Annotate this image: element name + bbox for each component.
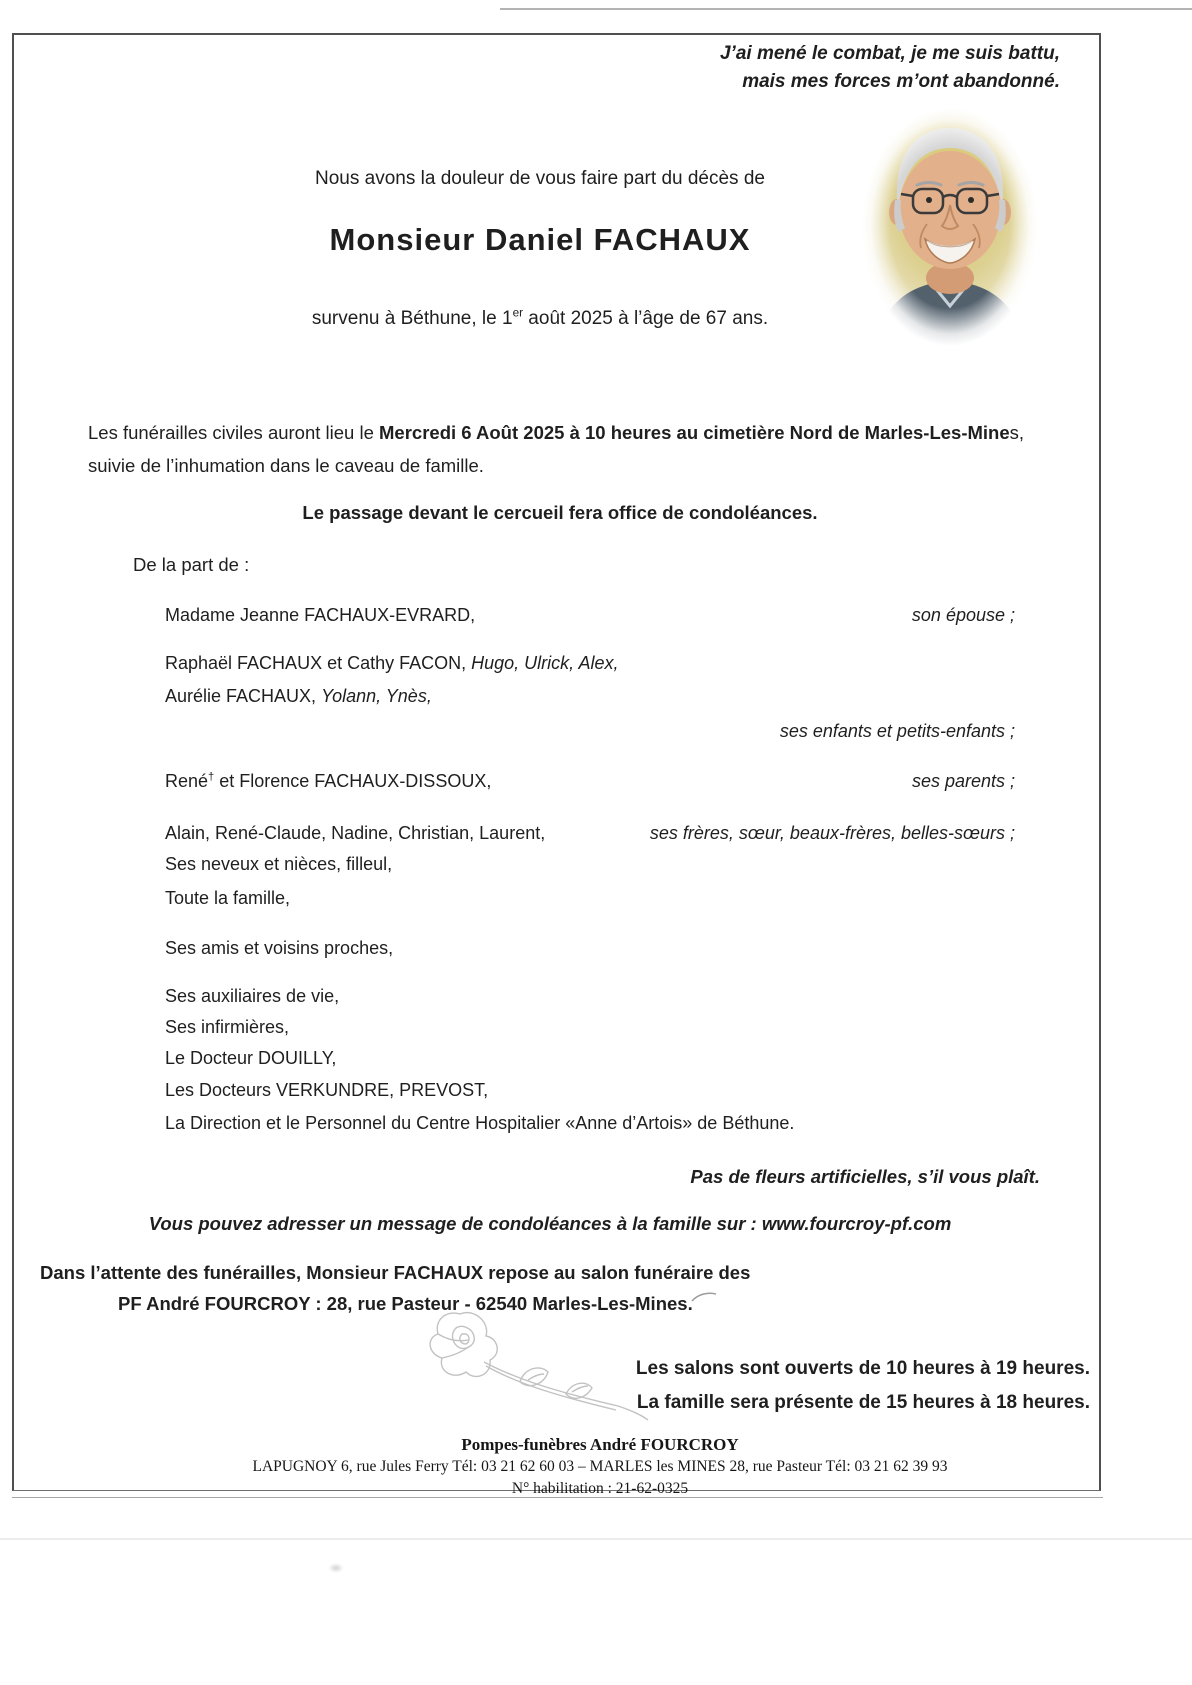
salon-hours-line1: Les salons sont ouverts de 10 heures à 19 heures. bbox=[635, 1358, 1090, 1379]
salon-hours-line2: La famille sera présente de 15 heures à 18 heures. bbox=[636, 1392, 1090, 1413]
family-member-name: Ses auxiliaires de vie, bbox=[165, 986, 340, 1006]
salon-hours bbox=[636, 1352, 1090, 1420]
scanner-edge-line bbox=[500, 8, 1192, 10]
funeral-home-habilitation: N° habilitation : 21-62-0325 bbox=[511, 1480, 689, 1497]
family-relation: ses parents ; bbox=[911, 771, 1015, 791]
family-member-name: Le Docteur DOUILLY, bbox=[165, 1048, 337, 1068]
family-row-whole-family bbox=[165, 888, 1015, 909]
pencil-scan-artifact bbox=[690, 1290, 718, 1309]
funeral-home-name: Pompes-funèbres André FOURCROY bbox=[461, 1435, 739, 1454]
family-member-name: La Direction et le Personnel du Centre Hospitalier «Anne d’Artois» de Béthune. bbox=[165, 1113, 795, 1133]
rose-sketch bbox=[408, 1298, 666, 1431]
family-row-doctor bbox=[165, 1048, 1015, 1069]
family-member-name bbox=[165, 653, 619, 674]
children-names-regular: Aurélie FACHAUX, bbox=[165, 686, 322, 706]
death-date-post: août 2025 à l’âge de 67 ans. bbox=[523, 308, 769, 329]
death-date-line bbox=[100, 308, 980, 330]
epitaph-quote-line1: J’ai mené le combat, je me suis battu, bbox=[719, 43, 1060, 64]
family-relation: ses enfants et petits-enfants ; bbox=[779, 721, 1015, 741]
family-row-nephews bbox=[165, 854, 1015, 875]
ordinal-superscript: er bbox=[512, 306, 524, 320]
parent-name-post: et Florence FACHAUX-DISSOUX, bbox=[214, 771, 492, 791]
family-row-children-1 bbox=[165, 653, 1015, 674]
scanner-faint-line bbox=[0, 1538, 1192, 1540]
viewing-notice: Le passage devant le cercueil fera office de condoléances. bbox=[302, 502, 818, 523]
family-row-children-2 bbox=[165, 686, 1015, 707]
funeral-line1-tail: s, bbox=[1009, 422, 1025, 443]
children-names-regular: Raphaël FACHAUX et Cathy FACON, bbox=[165, 653, 472, 673]
family-row-parents bbox=[165, 771, 1015, 792]
repose-line2: PF André FOURCROY : 28, rue Pasteur - 62540 Marles-Les-Mines. bbox=[118, 1293, 693, 1314]
repose-line1: Dans l’attente des funérailles, Monsieur FACHAUX repose au salon funéraire des bbox=[40, 1262, 751, 1283]
funeral-line1 bbox=[88, 416, 1024, 449]
family-member-name: Alain, René-Claude, Nadine, Christian, Laurent, bbox=[165, 823, 546, 843]
no-flowers-notice: Pas de fleurs artificielles, s’il vous plaît. bbox=[690, 1166, 1040, 1187]
family-relation: son épouse ; bbox=[911, 605, 1015, 625]
deceased-name: Monsieur Daniel FACHAUX bbox=[329, 222, 751, 257]
family-member-name: Les Docteurs VERKUNDRE, PREVOST, bbox=[165, 1080, 489, 1100]
epitaph-quote-line2: mais mes forces m’ont abandonné. bbox=[742, 71, 1060, 92]
deceased-dagger: † bbox=[208, 771, 215, 783]
family-member-name bbox=[165, 771, 491, 792]
grandchildren-names: Hugo, Ulrick, Alex, bbox=[471, 653, 619, 673]
funeral-line1-regular: Les funérailles civiles auront lieu le bbox=[88, 422, 380, 443]
scanner-smudge bbox=[328, 1563, 344, 1573]
family-row-doctors bbox=[165, 1080, 1015, 1101]
family-member-name: Ses amis et voisins proches, bbox=[165, 938, 394, 958]
grandchildren-names: Yolann, Ynès, bbox=[321, 686, 432, 706]
epitaph-quote bbox=[720, 40, 1060, 96]
funeral-home-addresses: LAPUGNOY 6, rue Jules Ferry Tél: 03 21 62 60 03 – MARLES les MINES 28, rue Pasteur Tél: 03 21 62 39 93 bbox=[252, 1458, 948, 1475]
death-date-pre: survenu à Béthune, le 1 bbox=[311, 308, 513, 329]
family-member-name: Toute la famille, bbox=[165, 888, 291, 908]
family-row-friends bbox=[165, 938, 1015, 959]
funeral-home-footer bbox=[55, 1434, 1145, 1500]
family-row-siblings bbox=[165, 823, 1015, 844]
announcement-intro: Nous avons la douleur de vous faire part du décès de bbox=[315, 168, 765, 189]
family-member-name: Madame Jeanne FACHAUX-EVRARD, bbox=[165, 605, 476, 625]
family-row-nurses bbox=[165, 1017, 1015, 1038]
funeral-line1-bold: Mercredi 6 Août 2025 à 10 heures au cimetière Nord de Marles-Les-Mine bbox=[379, 422, 1010, 443]
family-row-caregivers bbox=[165, 986, 1015, 1007]
family-row-hospital bbox=[165, 1113, 1015, 1134]
family-member-name: Ses neveux et nièces, filleul, bbox=[165, 854, 393, 874]
condolence-message-notice: Vous pouvez adresser un message de condoléances à la famille sur : www.fourcroy-pf.com bbox=[148, 1213, 952, 1234]
family-row-spouse bbox=[165, 605, 1015, 626]
family-row-children-relation bbox=[165, 721, 1015, 742]
funeral-line2: suivie de l’inhumation dans le caveau de famille. bbox=[88, 455, 484, 476]
family-relation: ses frères, sœur, beaux-frères, belles-sœurs ; bbox=[649, 823, 1015, 843]
family-member-name bbox=[165, 686, 432, 707]
parent-name-pre: René bbox=[165, 771, 209, 791]
family-heading: De la part de : bbox=[133, 554, 250, 575]
family-member-name: Ses infirmières, bbox=[165, 1017, 290, 1037]
funeral-details bbox=[88, 416, 1024, 482]
